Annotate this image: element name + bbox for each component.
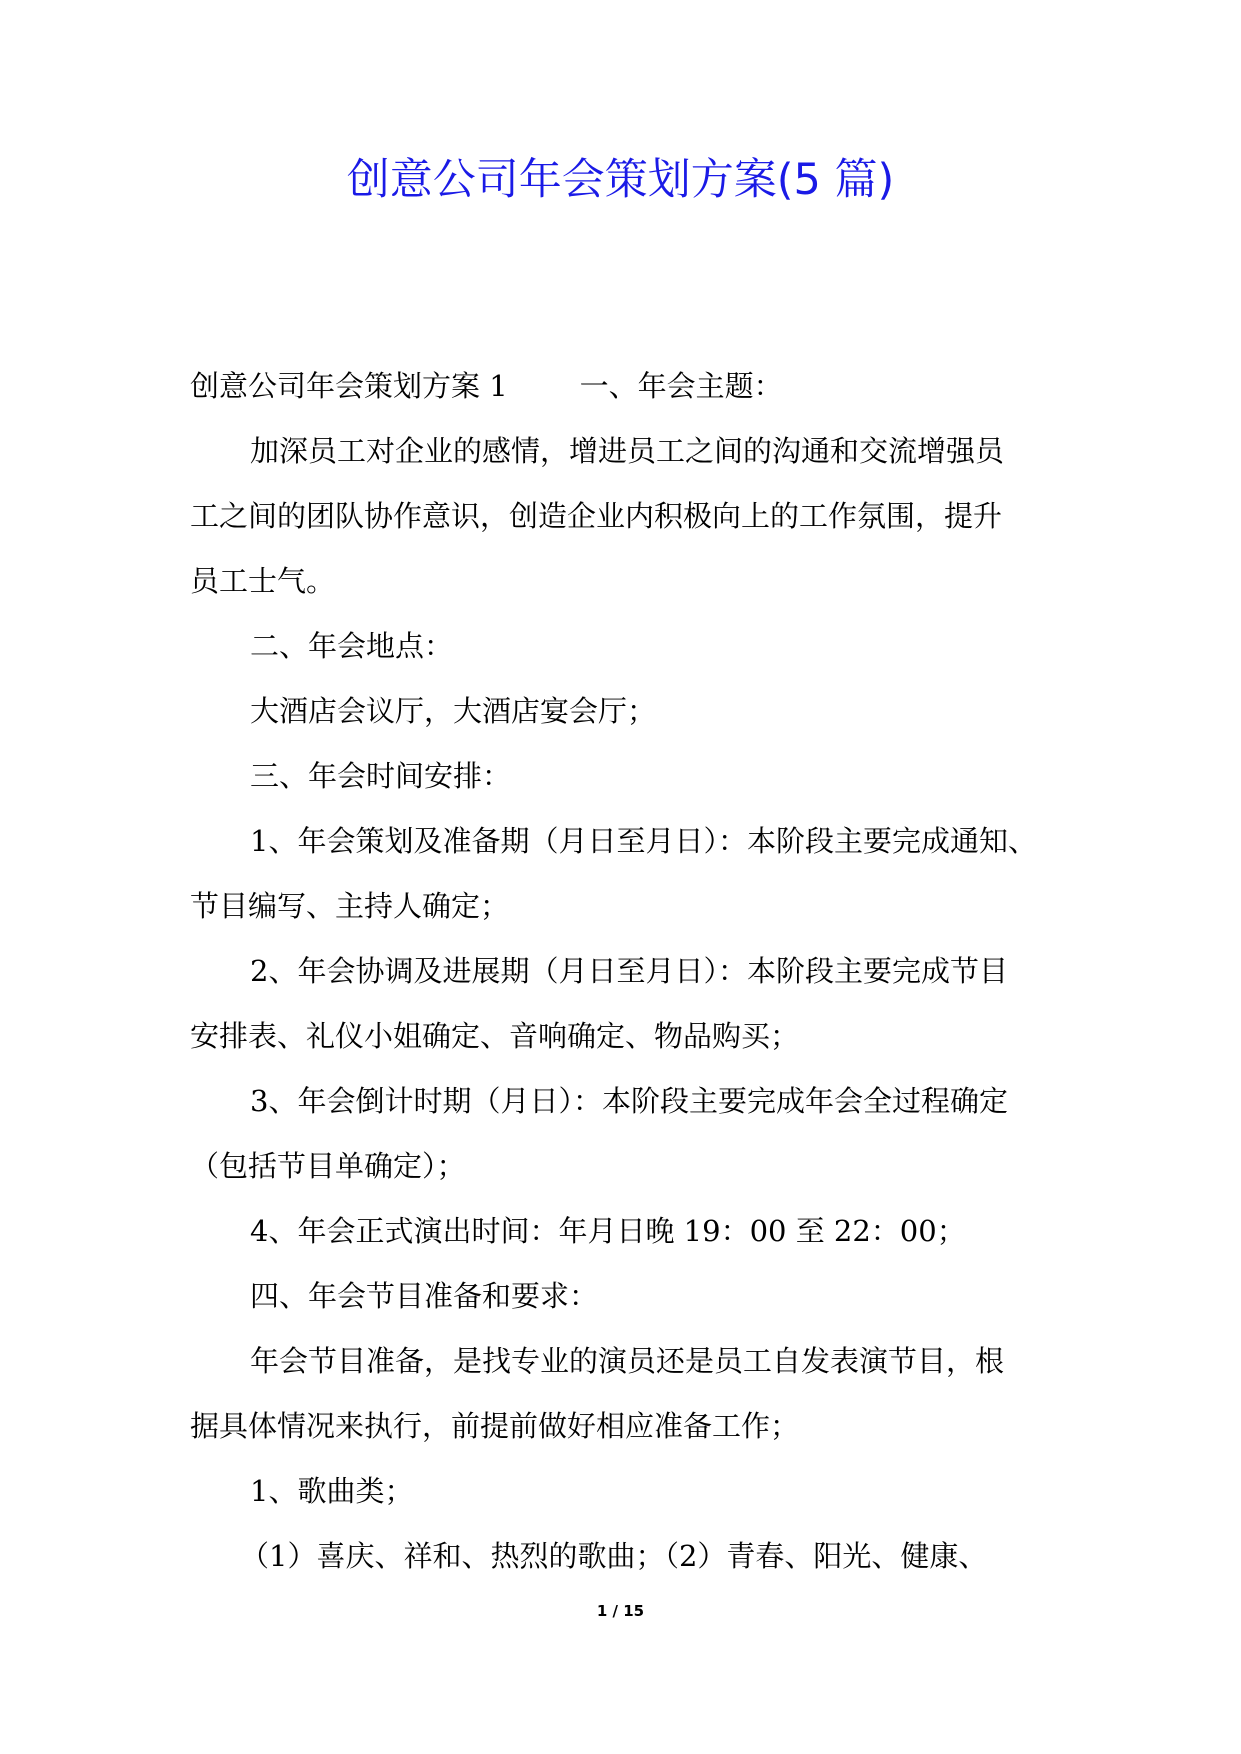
section-subheading: 一、年会主题： <box>579 369 783 403</box>
paragraph-line: 年会节目准备，是找专业的演员还是员工自发表演节目，根 <box>250 1344 1005 1378</box>
paragraph-line: 4、年会正式演出时间：年月日晚 19：00 至 22：00； <box>250 1214 966 1248</box>
paragraph-line: 节目编写、主持人确定； <box>190 889 510 923</box>
paragraph-line: 据具体情况来执行，前提前做好相应准备工作； <box>190 1409 800 1443</box>
paragraph-line: 1、歌曲类； <box>250 1474 414 1508</box>
paragraph-line: 大酒店会议厅，大酒店宴会厅； <box>250 694 657 728</box>
paragraph-line: 2、年会协调及进展期（月日至月日）：本阶段主要完成节目 <box>250 954 1008 988</box>
paragraph-line: （包括节目单确定）； <box>190 1149 466 1183</box>
paragraph-line: 加深员工对企业的感情，增进员工之间的沟通和交流增强员 <box>250 434 1005 468</box>
document-body <box>190 354 1050 1589</box>
paragraph-line: 三、年会时间安排： <box>250 759 512 793</box>
paragraph-line: 3、年会倒计时期（月日）：本阶段主要完成年会全过程确定 <box>250 1084 1008 1118</box>
paragraph-line <box>190 354 1050 419</box>
paragraph-line: 员工士气。 <box>190 564 336 598</box>
document-title: 创意公司年会策划方案(5 篇) <box>346 155 895 205</box>
section-heading: 创意公司年会策划方案 1 <box>190 369 508 403</box>
paragraph-line: 工之间的团队协作意识，创造企业内积极向上的工作氛围，提升 <box>190 499 1003 533</box>
paragraph-line: 四、年会节目准备和要求： <box>250 1279 599 1313</box>
paragraph-line: 1、年会策划及准备期（月日至月日）：本阶段主要完成通知、 <box>250 824 1037 858</box>
page-number: 1 / 15 <box>596 1602 645 1620</box>
paragraph-line: 安排表、礼仪小姐确定、音响确定、物品购买； <box>190 1019 800 1053</box>
paragraph-line: （1）喜庆、祥和、热烈的歌曲；（2）青春、阳光、健康、 <box>240 1539 988 1573</box>
paragraph-line: 二、年会地点： <box>250 629 454 663</box>
